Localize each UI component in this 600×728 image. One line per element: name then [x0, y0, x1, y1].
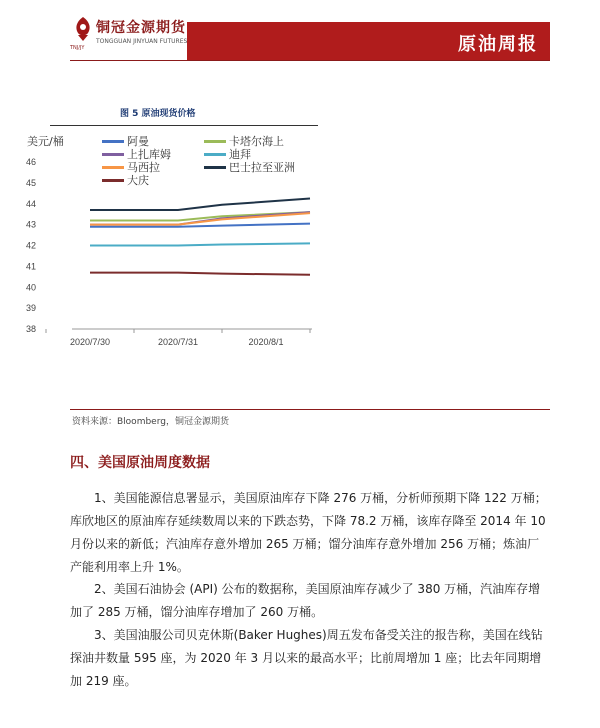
company-name-cn: 铜冠金源期货	[96, 20, 186, 36]
legend-label: 大庆	[127, 174, 149, 187]
paragraph-line: 加 219 座。	[70, 674, 137, 688]
paragraph-line: 产能利用率上升 1%。	[70, 560, 189, 574]
y-tick-label: 41	[25, 261, 36, 272]
paragraph-line: 2、美国石油协会 (API) 公布的数据称，美国原油库存减少了 380 万桶，汽油库存增	[94, 582, 541, 596]
y-tick-label: 43	[25, 219, 36, 230]
legend-swatch	[102, 179, 124, 182]
series-line	[90, 243, 310, 245]
legend-label: 卡塔尔海上	[229, 135, 284, 148]
report-title: 原油周报	[458, 34, 538, 55]
paragraph-eia	[70, 487, 550, 579]
series-line	[90, 273, 310, 275]
y-tick-label: 38	[25, 324, 36, 334]
legend-swatch	[102, 140, 124, 143]
paragraph-line: 库欣地区的原油库存延续数周以来的下跌态势，下降 78.2 万桶，该库存降至 2014 年 10	[70, 514, 546, 528]
paragraph-line: 月份以来的新低；汽油库存意外增加 265 万桶；馏分油库存意外增加 256 万桶；炼油厂	[70, 537, 540, 551]
y-tick-label: 45	[25, 177, 36, 188]
chart-y-axis-label: 美元/桶	[27, 135, 64, 148]
legend-label: 巴士拉至亚洲	[229, 161, 295, 174]
legend-item	[204, 159, 295, 175]
series-line	[90, 199, 310, 210]
y-tick-label: 44	[25, 198, 36, 209]
company-abbr: TNJ/JY	[70, 45, 85, 51]
legend-swatch	[204, 166, 226, 169]
x-tick-label: 2020/7/30	[69, 337, 111, 347]
company-name-en: TONGGUAN JINYUAN FUTURES	[96, 38, 188, 45]
paragraph-line: 1、美国能源信息署显示，美国原油库存下降 276 万桶，分析师预期下降 122 万桶；	[94, 491, 547, 505]
y-tick-label: 46	[25, 157, 36, 167]
legend-label: 马西拉	[127, 161, 160, 174]
paragraph-baker-hughes	[70, 624, 550, 693]
paragraph-line: 探油井数量 595 座，为 2020 年 3 月以来的最高水平；比前周增加 1 座；比去年同期增	[70, 651, 542, 665]
section-title: 四、美国原油周度数据	[70, 455, 210, 471]
x-tick-label: 2020/7/31	[157, 337, 199, 347]
figure-source: 资料来源：Bloomberg，铜冠金源期货	[72, 417, 229, 427]
paragraph-api	[70, 578, 550, 624]
paragraph-line: 加了 285 万桶，馏分油库存增加了 260 万桶。	[70, 605, 324, 619]
figure-divider	[70, 409, 550, 410]
figure-title: 图 5 原油现货价格	[120, 109, 196, 119]
legend-label: 上扎库姆	[127, 148, 171, 161]
y-tick-label: 39	[25, 303, 36, 314]
legend-label: 阿曼	[127, 135, 149, 148]
y-tick-label: 42	[25, 240, 36, 251]
x-tick-label: 2020/8/1	[248, 337, 284, 347]
legend-swatch	[204, 153, 226, 156]
legend-item	[102, 172, 149, 188]
paragraph-line: 3、美国油服公司贝克休斯(Baker Hughes)周五发布备受关注的报告称，美国在线钻	[94, 628, 543, 642]
legend-swatch	[204, 140, 226, 143]
legend-label: 迪拜	[229, 148, 251, 161]
y-tick-label: 40	[25, 282, 36, 293]
legend-swatch	[102, 153, 124, 156]
legend-swatch	[102, 166, 124, 169]
